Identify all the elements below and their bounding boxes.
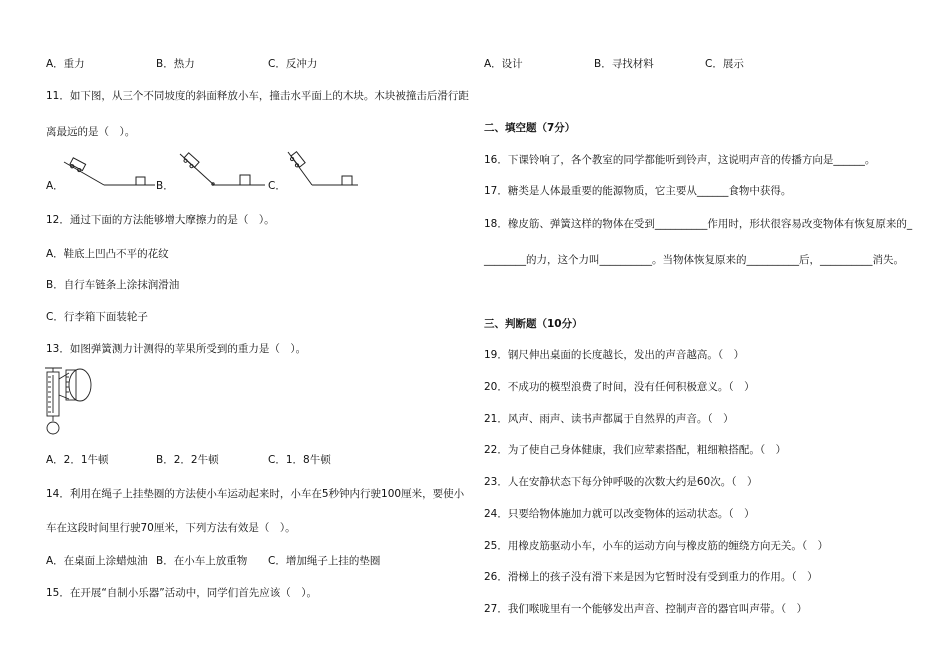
q15-option-a[interactable]: A．设计 — [484, 58, 523, 70]
q11-text-line1: 11．如下图，从三个不同坡度的斜面释放小车，撞击水平面上的木块。木块被撞击后滑行距 — [46, 90, 469, 102]
q12-option-c[interactable]: C．行李箱下面装轮子 — [46, 311, 148, 323]
q13-option-a[interactable]: A．2．1牛顿 — [46, 454, 109, 466]
q11-option-c[interactable]: C． — [268, 180, 286, 192]
judgement-item: 23．人在安静状态下每分钟呼吸的次数大约是60次。（ ） — [484, 476, 758, 488]
q10-option-c[interactable]: C．反冲力 — [268, 58, 318, 70]
q12-option-b[interactable]: B．自行车链条上涂抹润滑油 — [46, 279, 180, 291]
judgement-item: 24．只要给物体施加力就可以改变物体的运动状态。（ ） — [484, 508, 755, 520]
q18-text-line2: ________的力，这个力叫__________。当物体恢复原来的__________后，__________消失。 — [484, 254, 904, 266]
q11-text-line2: 离最远的是（ ）。 — [46, 126, 136, 138]
q14-option-b[interactable]: B．在小车上放重物 — [156, 555, 248, 567]
q11-option-a[interactable]: A． — [46, 180, 64, 192]
q14-option-a[interactable]: A．在桌面上涂蜡烛油 — [46, 555, 148, 567]
q14-text-line1: 14．利用在绳子上挂垫圈的方法使小车运动起来时，小车在5秒钟内行驶100厘米，要使小 — [46, 488, 465, 500]
q16-text: 16．下课铃响了，各个教室的同学都能听到铃声，这说明声音的传播方向是______。 — [484, 154, 876, 166]
judgement-item: 27．我们喉咙里有一个能够发出声音、控制声音的器官叫声带。（ ） — [484, 603, 808, 615]
section-fill-blank-title: 二、填空题（7分） — [484, 122, 576, 134]
q10-option-a[interactable]: A．重力 — [46, 58, 85, 70]
q13-option-b[interactable]: B．2．2牛顿 — [156, 454, 219, 466]
judgement-item: 20．不成功的模型浪费了时间，没有任何积极意义。（ ） — [484, 381, 755, 393]
q12-text: 12．通过下面的方法能够增大摩擦力的是（ ）。 — [46, 214, 275, 226]
ramp-b-icon — [180, 153, 265, 185]
judgement-item: 21．风声、雨声、读书声都属于自然界的声音。（ ） — [484, 413, 734, 425]
q13-option-c[interactable]: C．1．8牛顿 — [268, 454, 331, 466]
q14-text-line2: 车在这段时间里行驶70厘米，下列方法有效是（ ）。 — [46, 522, 296, 534]
judgement-item: 22．为了使自己身体健康，我们应荤素搭配，粗细粮搭配。（ ） — [484, 444, 787, 456]
q18-text-line1: 18．橡皮筋、弹簧这样的物体在受到__________作用时，形状很容易改变物体有恢复原来的_ — [484, 218, 913, 230]
q14-option-c[interactable]: C．增加绳子上挂的垫圈 — [268, 555, 381, 567]
ramps-figure-icon — [60, 150, 360, 192]
q11-option-b[interactable]: B． — [156, 180, 174, 192]
judgement-item: 19．钢尺伸出桌面的长度越长，发出的声音越高。（ ） — [484, 349, 745, 361]
q12-option-a[interactable]: A．鞋底上凹凸不平的花纹 — [46, 248, 169, 260]
judgement-item: 25．用橡皮筋驱动小车，小车的运动方向与橡皮筋的缠绕方向无关。（ ） — [484, 540, 829, 552]
q13-text: 13．如图弹簧测力计测得的苹果所受到的重力是（ ）。 — [46, 343, 307, 355]
q15-text: 15．在开展“自制小乐器”活动中，同学们首先应该（ ）。 — [46, 587, 317, 599]
section-judgement-title: 三、判断题（10分） — [484, 318, 583, 330]
ramp-c-icon — [288, 152, 358, 185]
q17-text: 17．糖类是人体最重要的能源物质，它主要从______食物中获得。 — [484, 185, 792, 197]
ramp-a-icon — [64, 158, 155, 185]
judgement-item: 26．滑梯上的孩子没有滑下来是因为它暂时没有受到重力的作用。（ ） — [484, 571, 818, 583]
q15-option-b[interactable]: B．寻找材料 — [594, 58, 654, 70]
q10-option-b[interactable]: B．热力 — [156, 58, 195, 70]
spring-scale-icon — [42, 365, 98, 437]
q15-option-c[interactable]: C．展示 — [705, 58, 744, 70]
